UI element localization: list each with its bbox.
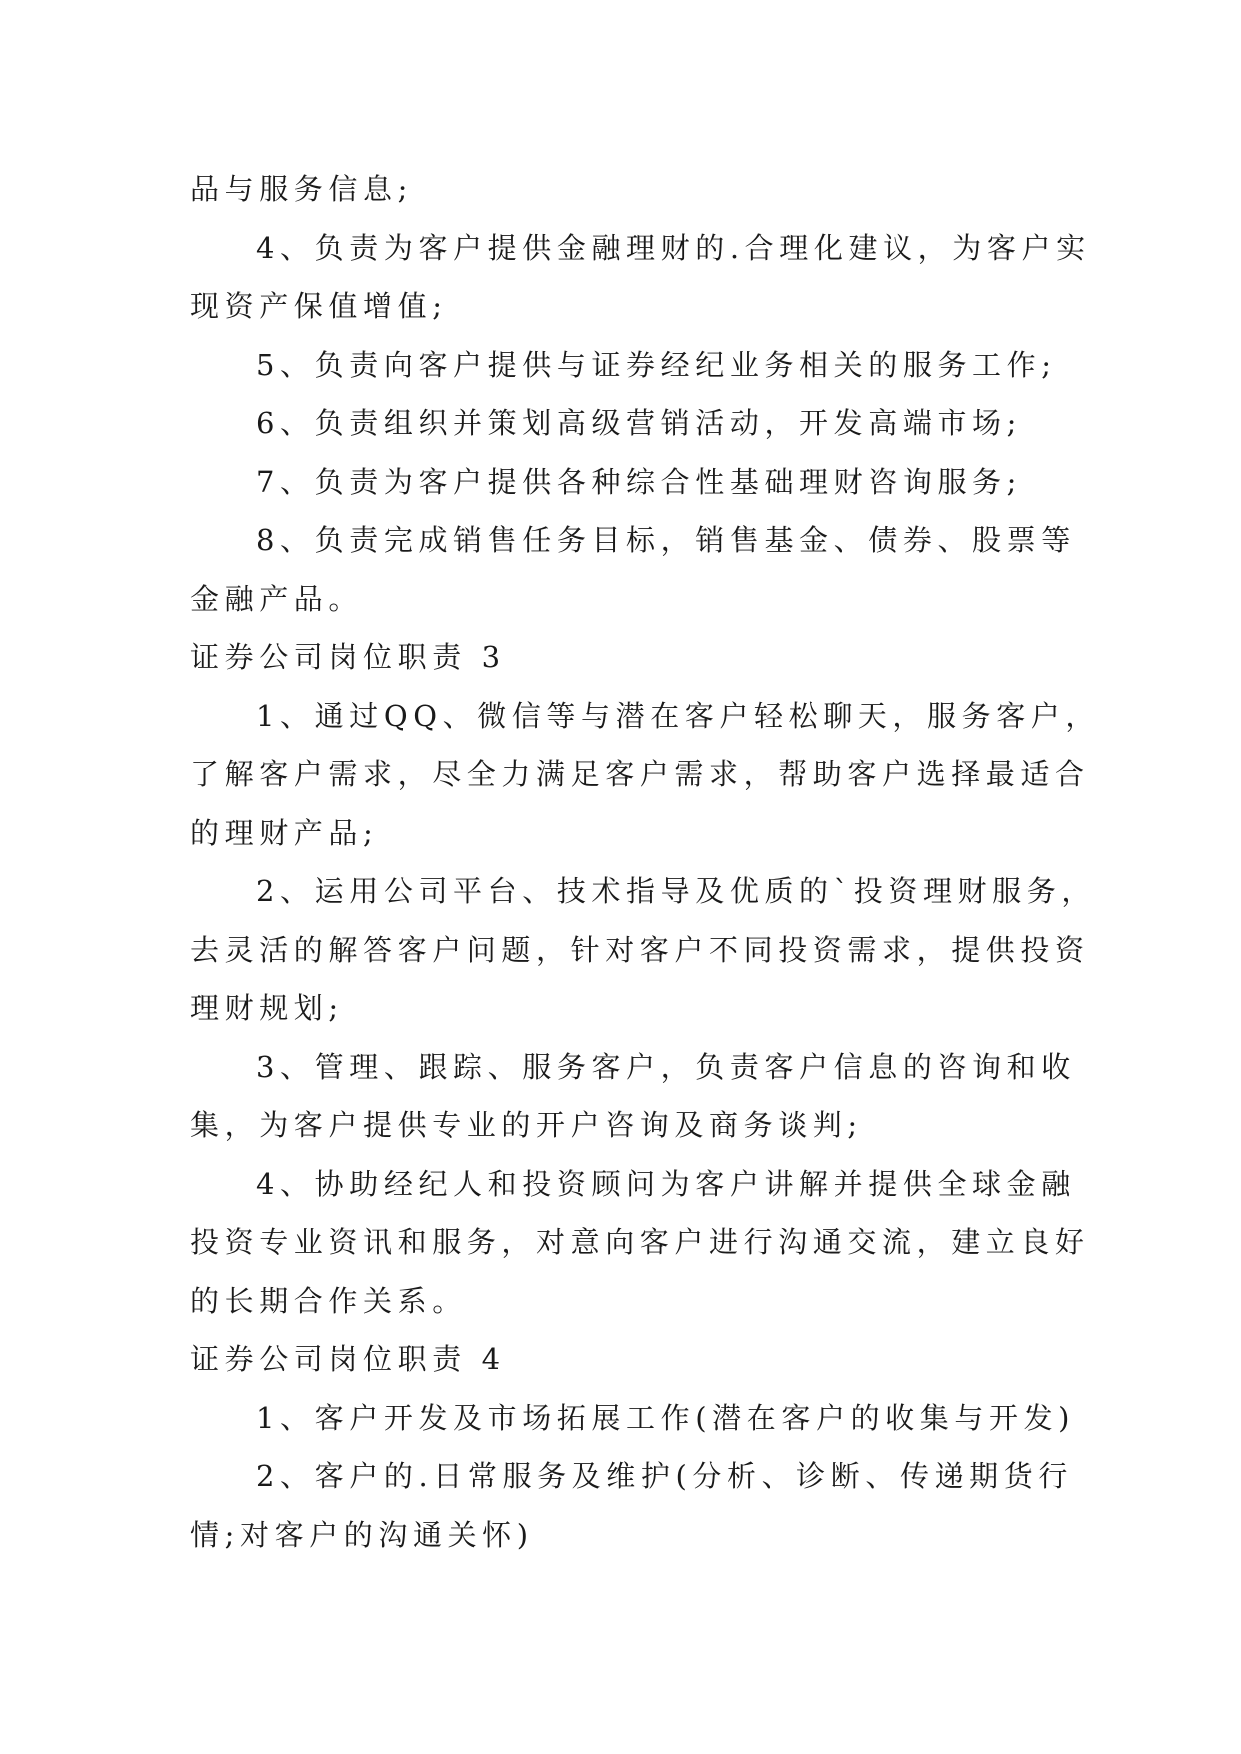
text-line: 2、客户的.日常服务及维护(分析、诊断、传递期货行 bbox=[256, 1459, 1073, 1493]
text-line: 现资产保值增值; bbox=[190, 289, 448, 323]
text-line: 品与服务信息; bbox=[190, 172, 413, 206]
text-line: 6、负责组织并策划高级营销活动，开发高端市场; bbox=[256, 406, 1023, 440]
document-body bbox=[190, 160, 1101, 1564]
section-heading: 证券公司岗位职责 3 bbox=[190, 640, 506, 674]
text-line: 的理财产品; bbox=[190, 815, 379, 850]
text-line: 5、负责向客户提供与证券经纪业务相关的服务工作; bbox=[256, 347, 1057, 382]
text-line: 3、管理、跟踪、服务客户，负责客户信息的咨询和收 bbox=[256, 1049, 1076, 1084]
text-line: 4、负责为客户提供金融理财的.合理化建议，为客户实 bbox=[256, 230, 1091, 265]
text-line: 2、运用公司平台、技术指导及优质的`投资理财服务， bbox=[256, 874, 1096, 908]
text-line: 理财规划; bbox=[190, 991, 344, 1025]
text-line: 集，为客户提供专业的开户咨询及商务谈判; bbox=[190, 1108, 863, 1142]
text-line: 1、客户开发及市场拓展工作(潜在客户的收集与开发) bbox=[256, 1400, 1076, 1435]
text-line: 去灵活的解答客户问题，针对客户不同投资需求，提供投资 bbox=[190, 932, 1090, 967]
section-heading: 证券公司岗位职责 4 bbox=[190, 1342, 506, 1376]
text-line: 了解客户需求，尽全力满足客户需求，帮助客户选择最适合 bbox=[190, 757, 1090, 791]
text-line: 8、负责完成销售任务目标，销售基金、债券、股票等 bbox=[256, 523, 1076, 557]
text-line: 7、负责为客户提供各种综合性基础理财咨询服务; bbox=[256, 464, 1023, 499]
text-line: 投资专业资讯和服务，对意向客户进行沟通交流，建立良好 bbox=[190, 1225, 1090, 1259]
text-line: 4、协助经纪人和投资顾问为客户讲解并提供全球金融 bbox=[256, 1166, 1076, 1201]
text-line: 情;对客户的沟通关怀) bbox=[190, 1517, 534, 1552]
text-line: 1、通过QQ、微信等与潜在客户轻松聊天，服务客户， bbox=[256, 698, 1101, 733]
text-line: 金融产品。 bbox=[190, 581, 364, 616]
text-line: 的长期合作关系。 bbox=[190, 1283, 467, 1318]
